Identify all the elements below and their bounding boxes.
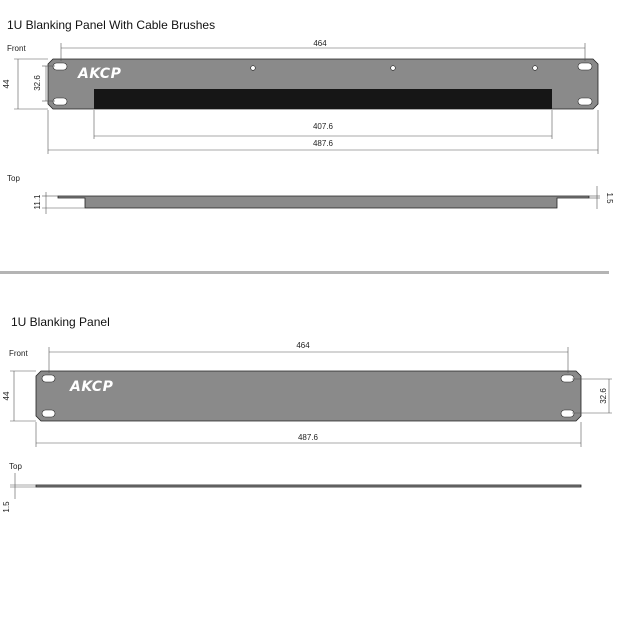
section2-dim-thickness	[2, 473, 36, 513]
section2-front-view	[36, 371, 581, 421]
section1-dim-32-label: 32.6	[33, 75, 42, 91]
section1-front-label: Front	[7, 44, 26, 53]
section1-dim-overall-width	[48, 110, 598, 154]
section2-dim-32-label: 32.6	[599, 388, 608, 404]
section2-mount-slot-br	[561, 410, 574, 417]
section1-top-label: Top	[7, 174, 20, 183]
section1-dim-464-label: 464	[313, 39, 327, 48]
section2-panel-face	[36, 371, 581, 421]
section2-top-label: Top	[9, 462, 22, 471]
section1-title: 1U Blanking Panel With Cable Brushes	[7, 18, 216, 32]
section1-dim-44-label: 44	[2, 79, 11, 89]
section1-dim-thickness	[589, 186, 614, 209]
section2-dim-overall-width	[36, 422, 581, 447]
section1-dim-brush-width	[94, 110, 552, 139]
section2-dim-height	[2, 371, 36, 421]
section2-dim-44-label: 44	[2, 391, 11, 401]
section2-top-profile	[36, 485, 581, 487]
section1-dim-depth	[33, 192, 85, 214]
section1-top-view	[58, 196, 589, 208]
section2-dim-464-label: 464	[296, 341, 310, 350]
section2-top-view	[36, 485, 581, 487]
section2-mount-slot-bl	[42, 410, 55, 417]
section2-dim-487-label: 487.6	[297, 433, 319, 442]
section1-mount-slot-tr	[578, 63, 592, 70]
section1-front-view	[48, 59, 598, 109]
section1-top-profile	[58, 196, 589, 208]
section1-mount-slot-tl	[53, 63, 67, 70]
section1-mount-slot-br	[578, 98, 592, 105]
section1-dim-487-label: 487.6	[312, 139, 334, 148]
section2-dim-hole-spacing	[49, 341, 568, 373]
section1-dim-407-label: 407.6	[312, 122, 334, 131]
section2-mount-slot-tl	[42, 375, 55, 382]
section1-dim-1-5-label: 1.5	[605, 192, 614, 204]
section2-dim-1-5-label: 1.5	[2, 501, 11, 513]
section1-cable-brush	[94, 89, 552, 109]
section1-akcp-logo: AKCP	[78, 66, 122, 82]
section1-dim-11-label: 11.1	[33, 194, 42, 210]
section1-screw-hole-2	[391, 66, 396, 71]
section2-akcp-logo: AKCP	[70, 379, 114, 395]
section2-mount-slot-tr	[561, 375, 574, 382]
section2-title: 1U Blanking Panel	[11, 315, 110, 329]
section1-mount-slot-bl	[53, 98, 67, 105]
section1-screw-hole-1	[251, 66, 256, 71]
section-divider	[0, 271, 609, 274]
section1-dim-hole-spacing	[61, 39, 585, 61]
section2-front-label: Front	[9, 349, 28, 358]
section1-screw-hole-3	[533, 66, 538, 71]
